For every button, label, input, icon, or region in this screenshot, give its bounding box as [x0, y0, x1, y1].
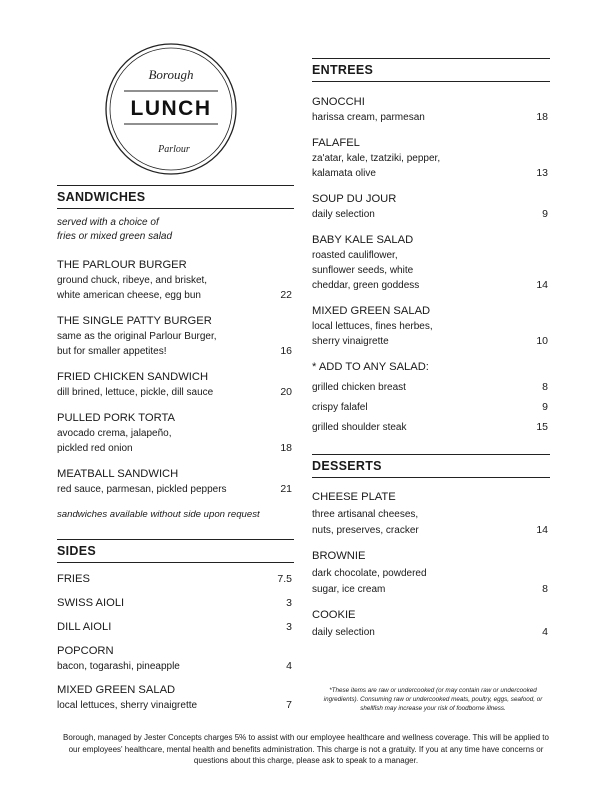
logo-title: LUNCH — [130, 97, 212, 120]
sandwiches-footer-note: sandwiches available without side upon request — [57, 509, 260, 520]
item-name: MIXED GREEN SALAD — [312, 305, 431, 317]
raw-food-footnote: *These items are raw or undercooked (or may contain raw or undercooked ingredients). Consuming raw or undercooked meats, poultry, eggs, seafood, or shellfish may increase your risk of foodborne illness. — [323, 687, 543, 712]
item-name: crispy falafel — [312, 402, 368, 413]
menu-item — [57, 644, 294, 674]
sandwiches-side-note: served with a choice of fries or mixed green salad — [57, 217, 173, 242]
menu-item — [57, 467, 294, 497]
menu-item — [57, 411, 294, 456]
item-desc: nuts, preserves, cracker — [312, 525, 419, 536]
item-desc: local lettuces, sherry vinaigrette — [57, 700, 198, 711]
item-price: 9 — [542, 401, 548, 413]
logo-circle-graphic — [104, 42, 238, 176]
item-price: 21 — [280, 483, 292, 495]
item-price: 8 — [542, 381, 548, 393]
item-name: FRIES — [57, 573, 90, 585]
item-desc: ground chuck, ribeye, and brisket, — [57, 275, 208, 286]
item-price: 18 — [536, 111, 548, 123]
item-name: BABY KALE SALAD — [312, 234, 414, 246]
logo-brand-top: Borough — [148, 67, 194, 82]
item-price: 14 — [536, 279, 548, 291]
item-desc: bacon, togarashi, pineapple — [57, 661, 180, 672]
item-price: 4 — [286, 660, 292, 672]
addon-item — [312, 400, 550, 415]
item-price: 7.5 — [277, 573, 292, 585]
addon-item — [312, 420, 550, 435]
service-charge-note: Borough, managed by Jester Concepts charges 5% to assist with our employee healthcare and wellness coverage. This will be applied to our employees' healthcare, mental health and benefits administration. This charge is not a gratuity. If you at any time have concerns or questions about this charge, please ask to speak to a manager. — [63, 733, 549, 765]
item-price: 20 — [280, 386, 292, 398]
right-column — [312, 58, 550, 640]
menu-item — [312, 549, 550, 597]
menu-item — [57, 596, 294, 611]
item-desc: daily selection — [312, 209, 375, 220]
item-desc: red sauce, parmesan, pickled peppers — [57, 484, 227, 495]
menu-item — [312, 608, 550, 640]
menu-item — [312, 304, 550, 349]
menu-item — [57, 314, 294, 359]
item-desc: pickled red onion — [57, 443, 133, 454]
item-name: THE PARLOUR BURGER — [57, 259, 187, 271]
item-price: 10 — [536, 335, 548, 347]
item-price: 8 — [542, 583, 548, 595]
logo-brand-bottom: Parlour — [158, 144, 190, 155]
logo-badge — [104, 42, 238, 176]
item-desc: same as the original Parlour Burger, — [57, 331, 217, 342]
menu-item — [312, 192, 550, 222]
menu-item — [312, 136, 550, 181]
item-price: 3 — [286, 597, 292, 609]
item-desc: local lettuces, fines herbes, — [312, 321, 433, 332]
item-desc: za'atar, kale, tzatziki, pepper, — [312, 153, 441, 164]
item-price: 7 — [286, 699, 292, 711]
item-name: CHEESE PLATE — [312, 491, 396, 503]
item-desc: cheddar, green goddess — [312, 280, 420, 291]
menu-item — [57, 370, 294, 400]
menu-item — [57, 620, 294, 635]
item-price: 9 — [542, 208, 548, 220]
sandwiches-heading: SANDWICHES — [57, 185, 294, 209]
item-desc: roasted cauliflower, — [312, 250, 398, 261]
menu-item — [312, 490, 550, 538]
item-desc: avocado crema, jalapeño, — [57, 428, 172, 439]
entrees-heading: ENTREES — [312, 58, 550, 82]
item-price: 3 — [286, 621, 292, 633]
item-desc: white american cheese, egg bun — [57, 290, 201, 301]
item-name: BROWNIE — [312, 550, 366, 562]
item-name: SWISS AIOLI — [57, 597, 125, 609]
menu-item — [312, 233, 550, 293]
addon-item — [312, 380, 550, 395]
item-price: 13 — [536, 167, 548, 179]
salad-addons-heading: * ADD TO ANY SALAD: — [312, 361, 429, 373]
item-name: grilled shoulder steak — [312, 422, 407, 433]
item-name: DILL AIOLI — [57, 621, 112, 633]
item-name: POPCORN — [57, 645, 114, 657]
item-desc: but for smaller appetites! — [57, 346, 167, 357]
item-desc: harissa cream, parmesan — [312, 112, 425, 123]
item-name: COOKIE — [312, 609, 356, 621]
item-desc: sherry vinaigrette — [312, 336, 389, 347]
item-desc: three artisanal cheeses, — [312, 509, 419, 520]
item-price: 4 — [542, 626, 548, 638]
menu-item — [57, 258, 294, 303]
item-name: FALAFEL — [312, 137, 360, 149]
item-name: PULLED PORK TORTA — [57, 412, 175, 424]
item-price: 22 — [280, 289, 292, 301]
item-name: GNOCCHI — [312, 96, 365, 108]
item-desc: dark chocolate, powdered — [312, 568, 427, 579]
item-desc: daily selection — [312, 627, 375, 638]
menu-item — [312, 95, 550, 125]
item-desc: kalamata olive — [312, 168, 376, 179]
item-desc: sunflower seeds, white — [312, 265, 414, 276]
left-column — [57, 185, 294, 713]
item-desc: sugar, ice cream — [312, 584, 386, 595]
item-name: FRIED CHICKEN SANDWICH — [57, 371, 209, 383]
item-price: 14 — [536, 524, 548, 536]
desserts-heading: DESSERTS — [312, 454, 550, 478]
sides-heading: SIDES — [57, 539, 294, 563]
item-name: SOUP DU JOUR — [312, 193, 397, 205]
menu-item — [57, 572, 294, 587]
item-name: grilled chicken breast — [312, 382, 406, 393]
item-desc: dill brined, lettuce, pickle, dill sauce — [57, 387, 214, 398]
item-price: 18 — [280, 442, 292, 454]
item-price: 16 — [280, 345, 292, 357]
menu-item — [57, 683, 294, 713]
item-name: MEATBALL SANDWICH — [57, 468, 179, 480]
item-name: THE SINGLE PATTY BURGER — [57, 315, 212, 327]
item-name: MIXED GREEN SALAD — [57, 684, 176, 696]
item-price: 15 — [536, 421, 548, 433]
